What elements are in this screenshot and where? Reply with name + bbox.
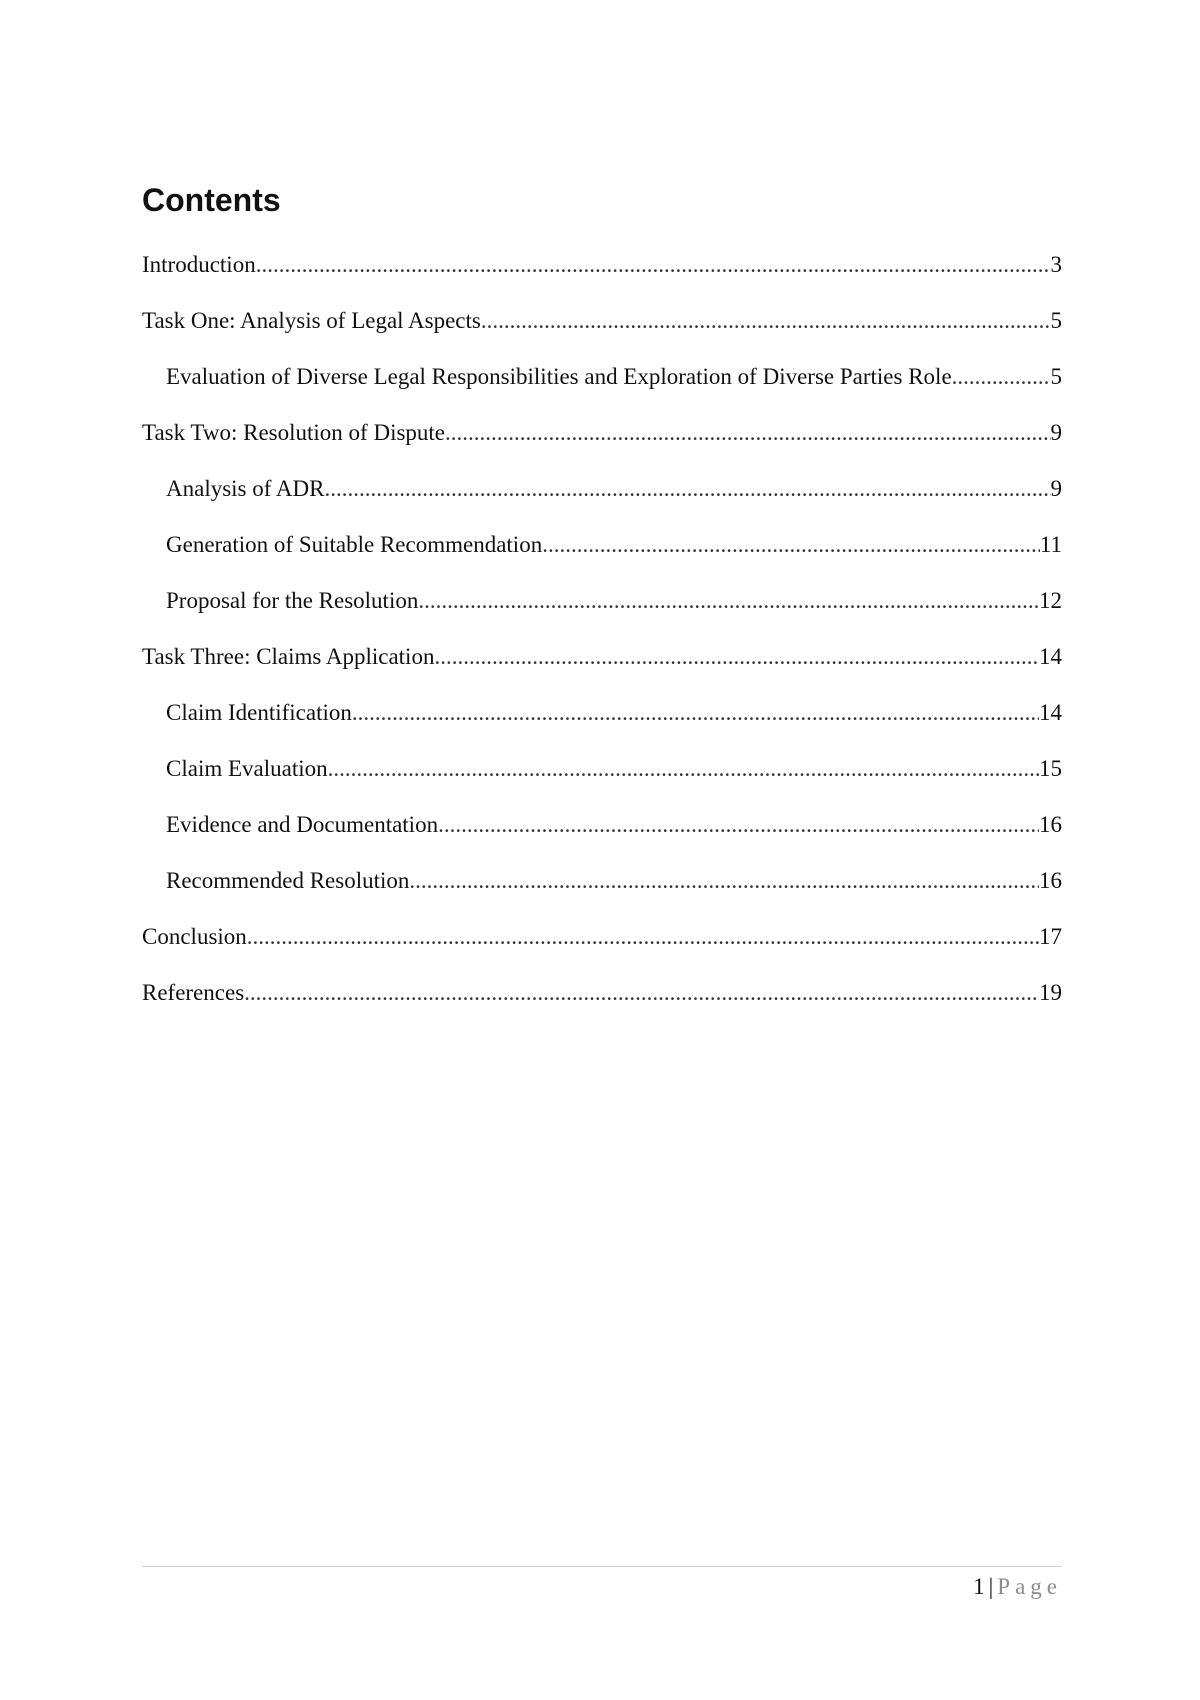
toc-entry-title: Task One: Analysis of Legal Aspects: [142, 308, 481, 333]
dot-leader: [328, 754, 1039, 784]
toc-entry-analysis-of-adr[interactable]: [142, 474, 1062, 530]
dot-leader: [952, 362, 1051, 392]
dot-leader: [445, 418, 1050, 448]
toc-entry-title: Introduction: [142, 252, 256, 277]
toc-entry-title: Analysis of ADR: [166, 476, 325, 501]
dot-leader: [247, 922, 1039, 952]
toc-entry-page: 15: [1039, 756, 1062, 781]
toc-entry-proposal-resolution[interactable]: [142, 586, 1062, 642]
toc-entry-task-three[interactable]: [142, 642, 1062, 698]
toc-entry-page: 5: [1050, 364, 1062, 389]
toc-entry-suitable-recommendation[interactable]: [142, 530, 1062, 586]
toc-entry-page: 16: [1039, 868, 1062, 893]
toc-entry-page: 5: [1050, 308, 1062, 333]
toc-entry-page: 14: [1039, 644, 1062, 669]
table-of-contents: [142, 250, 1062, 1034]
toc-entry-title: Task Three: Claims Application: [142, 644, 435, 669]
footer-divider: [142, 1566, 1062, 1567]
toc-entry-title: Task Two: Resolution of Dispute: [142, 420, 446, 445]
toc-entry-page: 17: [1039, 924, 1062, 949]
toc-heading: Contents: [142, 182, 281, 218]
toc-entry-title: Evaluation of Diverse Legal Responsibilities and Exploration of Diverse Parties Role: [166, 364, 952, 389]
toc-entry-page: 3: [1050, 252, 1062, 277]
dot-leader: [542, 530, 1040, 560]
toc-entry-page: 9: [1050, 476, 1062, 501]
dot-leader: [409, 866, 1039, 896]
toc-entry-evaluation-legal-responsibilities[interactable]: [142, 362, 1062, 418]
toc-entry-title: Proposal for the Resolution: [166, 588, 419, 613]
toc-entry-title: Generation of Suitable Recommendation: [166, 532, 543, 557]
toc-entry-claim-evaluation[interactable]: [142, 754, 1062, 810]
toc-entry-title: Conclusion: [142, 924, 247, 949]
dot-leader: [324, 474, 1050, 504]
toc-entry-claim-identification[interactable]: [142, 698, 1062, 754]
dot-leader: [244, 978, 1039, 1008]
dot-leader: [438, 810, 1039, 840]
toc-entry-title: Evidence and Documentation: [166, 812, 439, 837]
toc-entry-page: 19: [1039, 980, 1062, 1005]
toc-entry-evidence-documentation[interactable]: [142, 810, 1062, 866]
dot-leader: [418, 586, 1039, 616]
toc-entry-conclusion[interactable]: [142, 922, 1062, 978]
toc-entry-page: 9: [1050, 420, 1062, 445]
toc-entry-references[interactable]: [142, 978, 1062, 1034]
toc-entry-page: 14: [1039, 700, 1062, 725]
toc-entry-recommended-resolution[interactable]: [142, 866, 1062, 922]
footer-page-label: Page: [997, 1574, 1062, 1599]
toc-entry-page: 16: [1039, 812, 1062, 837]
toc-entry-page: 11: [1039, 532, 1062, 557]
toc-entry-introduction[interactable]: [142, 250, 1062, 306]
dot-leader: [434, 642, 1039, 672]
dot-leader: [256, 250, 1051, 280]
dot-leader: [352, 698, 1039, 728]
toc-entry-title: References: [142, 980, 245, 1005]
toc-entry-title: Recommended Resolution: [166, 868, 410, 893]
page-footer: [973, 1572, 1062, 1602]
toc-entry-title: Claim Identification: [166, 700, 352, 725]
footer-separator: |: [988, 1574, 994, 1599]
footer-page-number: 1: [973, 1574, 985, 1599]
dot-leader: [481, 306, 1051, 336]
toc-entry-page: 12: [1039, 588, 1062, 613]
toc-entry-task-two[interactable]: [142, 418, 1062, 474]
toc-entry-task-one[interactable]: [142, 306, 1062, 362]
toc-entry-title: Claim Evaluation: [166, 756, 328, 781]
